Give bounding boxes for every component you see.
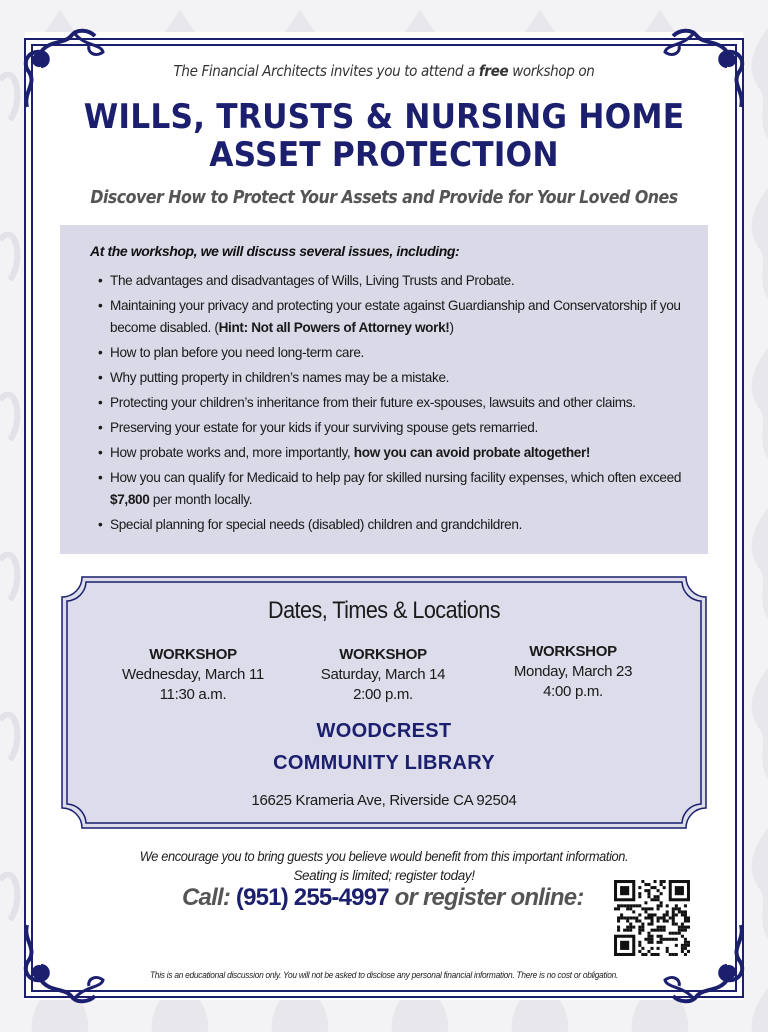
intro-suffix: workshop on — [508, 62, 595, 80]
intro-prefix: The Financial Architects invites you to attend a — [173, 62, 479, 80]
issue-item — [98, 342, 698, 364]
issue-text: How probate works and, more importantly, — [110, 445, 354, 460]
issue-text: How you can qualify for Medicaid to help pay for skilled nursing facility expenses, which often exceed — [110, 470, 682, 485]
workshop-1 — [93, 645, 293, 705]
issues-heading: At the workshop, we will discuss several issues, including: — [90, 243, 460, 259]
location-name-line-1: WOODCREST — [316, 720, 452, 742]
issue-text: Special planning for special needs (disabled) children and grandchildren. — [110, 517, 522, 532]
intro-free: free — [478, 62, 509, 80]
issue-text: Protecting your children’s inheritance from their future ex-spouses, lawsuits and other claims. — [110, 395, 636, 410]
issue-item — [98, 467, 698, 511]
intro-line — [38, 62, 729, 80]
workshop-time: 4:00 p.m. — [543, 683, 603, 700]
workshop-label: WORKSHOP — [339, 646, 427, 663]
issue-text: Why putting property in children’s names may be a mistake. — [110, 370, 450, 385]
register-online-text: or register online: — [388, 884, 584, 911]
issue-text: How to plan before you need long-term care. — [110, 345, 364, 360]
call-label: Call: — [182, 884, 236, 911]
encourage-text: We encourage you to bring guests you believe would benefit from this important information. — [139, 849, 629, 864]
issue-text-after: per month locally. — [149, 492, 253, 507]
title-line-2: ASSET PROTECTION — [209, 135, 559, 175]
workshop-label: WORKSHOP — [149, 646, 237, 663]
issue-text: The advantages and disadvantages of Wills, Living Trusts and Probate. — [110, 273, 515, 288]
issue-item — [98, 367, 698, 389]
workshop-date: Monday, March 23 — [513, 663, 633, 680]
issues-box — [60, 225, 708, 554]
title-line-1: WILLS, TRUSTS & NURSING HOME — [83, 97, 685, 137]
workshop-time: 11:30 a.m. — [159, 686, 227, 703]
issue-text: Maintaining your privacy and protecting your estate against Guardianship and Conservatorship if you become disabled. ( — [110, 298, 681, 335]
workshop-time: 2:00 p.m. — [353, 686, 413, 703]
issue-bold-text: how you can avoid probate altogether! — [353, 445, 591, 460]
page-title — [31, 98, 738, 174]
disclaimer: This is an educational discussion only. You will not be asked to disclose any personal financial information. There is no cost or obligation. — [149, 970, 619, 981]
phone-link[interactable]: (951) 255-4997 — [235, 884, 389, 911]
issue-item — [98, 392, 698, 414]
issue-text-after: ) — [449, 320, 454, 335]
issue-item — [98, 514, 698, 536]
ornament-corner-icon — [15, 920, 105, 1010]
call-line — [182, 884, 584, 912]
seating-text: Seating is limited; register today! — [293, 868, 475, 883]
workshop-3 — [473, 642, 673, 702]
workshop-label: WORKSHOP — [529, 643, 617, 660]
location-name-line-2: COMMUNITY LIBRARY — [273, 752, 495, 774]
issue-item — [98, 270, 698, 292]
issue-text: Preserving your estate for your kids if your surviving spouse gets remarried. — [110, 420, 538, 435]
subtitle: Discover How to Protect Your Assets and Provide for Your Loved Ones — [90, 187, 678, 208]
issues-list — [98, 270, 698, 539]
workshop-date: Wednesday, March 11 — [122, 666, 264, 683]
issue-bold-text: Hint: Not all Powers of Attorney work! — [218, 320, 450, 335]
workshop-date: Saturday, March 14 — [320, 666, 446, 683]
issue-item — [98, 417, 698, 439]
qr-code-icon[interactable] — [614, 880, 690, 956]
location-address: 16625 Krameria Ave, Riverside CA 92504 — [251, 792, 517, 809]
issue-bold-text: $7,800 — [110, 492, 150, 507]
workshop-2 — [283, 645, 483, 705]
issue-item — [98, 295, 698, 339]
dates-heading: Dates, Times & Locations — [268, 597, 500, 624]
issue-item — [98, 442, 698, 464]
